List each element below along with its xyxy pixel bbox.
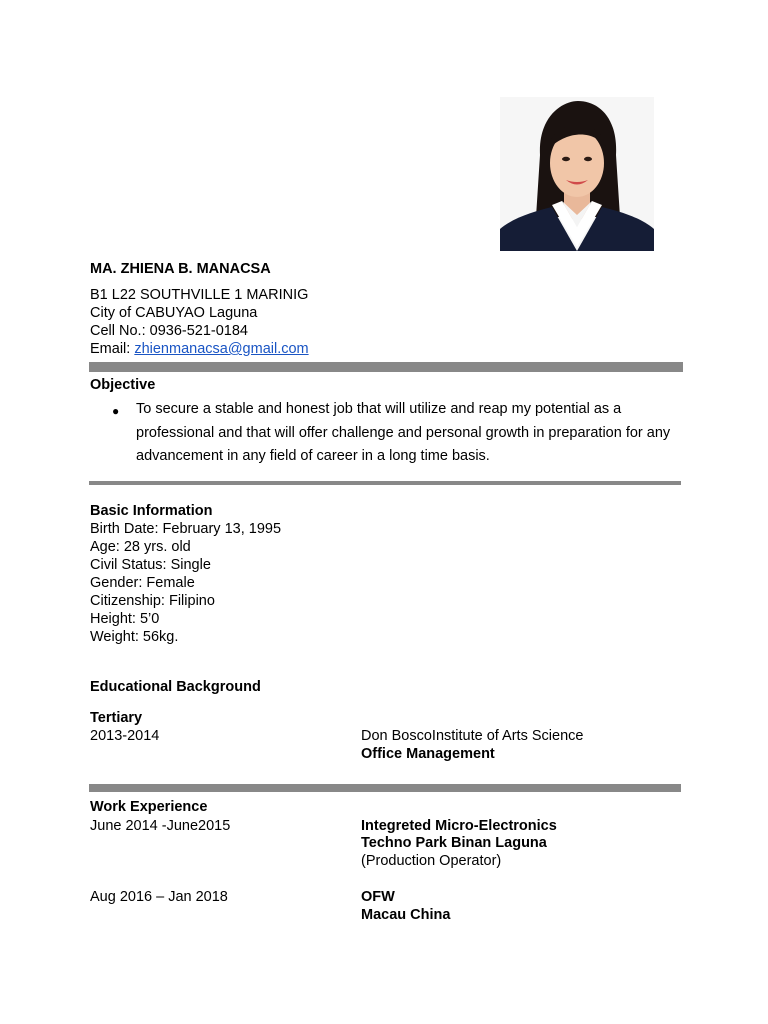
- section-divider: [89, 362, 683, 372]
- candidate-name: MA. ZHIENA B. MANACSA: [90, 261, 271, 277]
- job-location: Macau China: [361, 907, 451, 923]
- civil-status: Civil Status: Single: [90, 557, 211, 573]
- age: Age: 28 yrs. old: [90, 539, 191, 555]
- email-label: Email:: [90, 341, 135, 357]
- school-name: Don BoscoInstitute of Arts Science: [361, 728, 584, 744]
- cell-number: Cell No.: 0936-521-0184: [90, 323, 248, 339]
- basic-info-heading: Basic Information: [90, 503, 213, 519]
- job-role: (Production Operator): [361, 853, 502, 869]
- education-years: 2013-2014: [90, 728, 160, 744]
- education-level: Tertiary: [90, 710, 143, 726]
- job-company: Integreted Micro-Electronics: [361, 818, 557, 834]
- email-line: [90, 340, 309, 358]
- job-dates: Aug 2016 – Jan 2018: [90, 889, 228, 905]
- education-heading: Educational Background: [90, 679, 261, 695]
- email-link[interactable]: zhienmanacsa@gmail.com: [134, 341, 309, 357]
- address-line-1: B1 L22 SOUTHVILLE 1 MARINIG: [90, 287, 309, 303]
- birth-date: Birth Date: February 13, 1995: [90, 521, 282, 537]
- citizenship: Citizenship: Filipino: [90, 593, 215, 609]
- bullet-icon: ●: [112, 404, 120, 418]
- job-dates: June 2014 -June2015: [90, 818, 231, 834]
- job-location: Techno Park Binan Laguna: [361, 835, 547, 851]
- weight: Weight: 56kg.: [90, 629, 179, 645]
- gender: Gender: Female: [90, 575, 195, 591]
- address-line-2: City of CABUYAO Laguna: [90, 305, 258, 321]
- work-heading: Work Experience: [90, 799, 208, 815]
- section-divider: [89, 481, 681, 485]
- job-company: OFW: [361, 889, 395, 905]
- course-name: Office Management: [361, 746, 495, 762]
- profile-photo: [500, 97, 654, 251]
- height: Height: 5’0: [90, 611, 160, 627]
- objective-text: To secure a stable and honest job that will utilize and reap my potential as a professional and that will offer challenge and personal growth in preparation for any advancement in any field of career in a long time basis.: [136, 401, 671, 464]
- objective-heading: Objective: [90, 377, 156, 393]
- section-divider: [89, 784, 681, 792]
